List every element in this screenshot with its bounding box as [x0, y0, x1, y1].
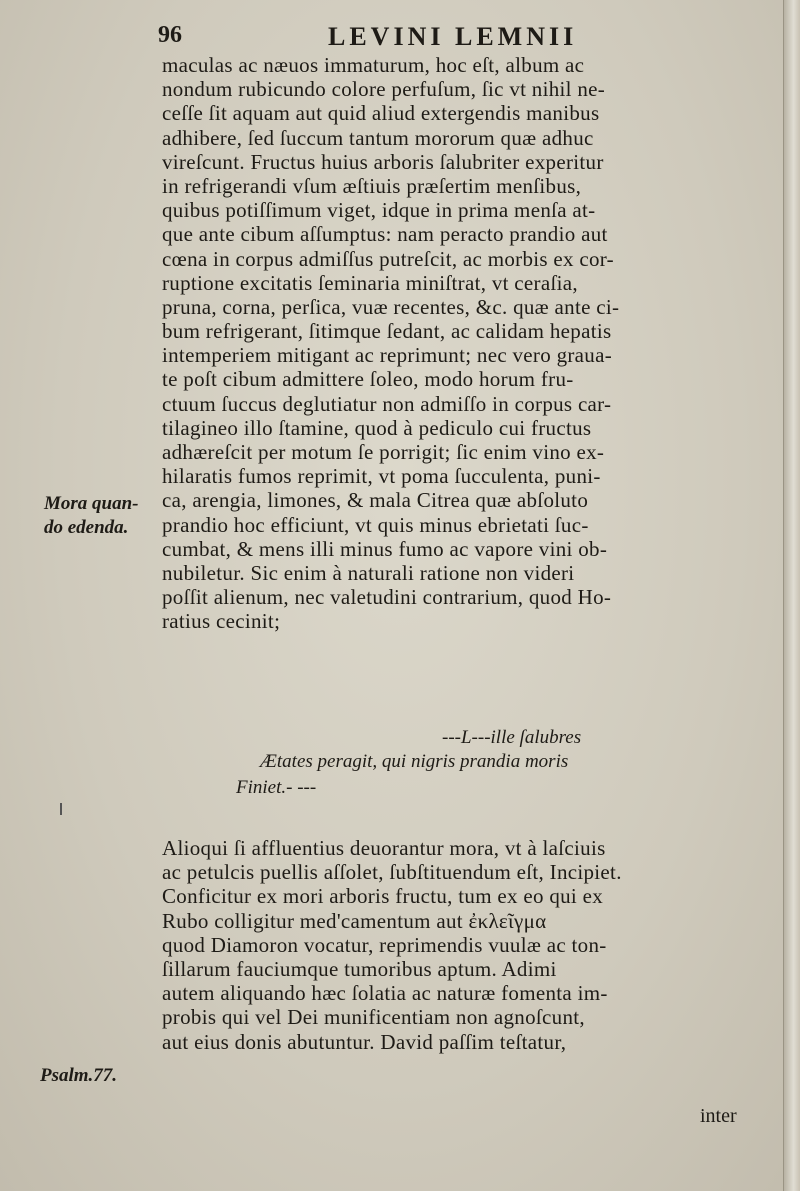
second-text-block [162, 836, 782, 1054]
running-head: LEVINI LEMNII [328, 22, 578, 51]
text-line: probis qui vel Dei munificentiam non agnoſcunt, [162, 1005, 585, 1030]
text-line: ruptione excitatis ſeminaria miniſtrat, vt ceraſia, [162, 270, 578, 295]
text-line: aut eius donis abutuntur. David paſſim teſtatur, [162, 1029, 567, 1054]
text-line: poſſit alienum, nec valetudini contrarium, quod Ho- [162, 585, 612, 610]
text-line: autem aliquando hæc ſolatia ac naturæ fomenta im- [162, 981, 608, 1006]
text-line: Conficitur ex mori arboris fructu, tum ex eo qui ex [162, 884, 604, 909]
text-line: nubiletur. Sic enim à naturali ratione non videri [162, 560, 575, 585]
page-header [158, 22, 778, 56]
margin-note-text: Psalm.77. [40, 1065, 118, 1086]
text-line: ca, arengia, limones, & mala Citrea quæ abſoluto [162, 488, 589, 513]
catchword: inter [700, 1105, 737, 1127]
margin-note-text: Mora quan- do edenda. [44, 493, 139, 538]
margin-note-psalm [40, 1064, 117, 1088]
text-line: maculas ac næuos immaturum, hoc eſt, album ac [162, 53, 585, 77]
text-line: hilaratis fumos reprimit, vt poma ſucculenta, puni- [162, 464, 601, 489]
text-line: ſillarum fauciumque tumoribus aptum. Adimi [162, 956, 557, 981]
margin-tick [60, 803, 62, 815]
quotation-text: Ætates peragit, qui nigris prandia moris [260, 751, 569, 772]
text-line: cœna in corpus admiſſus putreſcit, ac morbis ex cor- [162, 246, 614, 271]
text-line: Rubo colligitur med'camentum aut ἐκλεῖγμα [162, 908, 547, 933]
text-line: bum refrigerant, ſitimque ſedant, ac calidam hepatis [162, 319, 612, 344]
page-edge [783, 0, 800, 1191]
text-line: que ante cibum aſſumptus: nam peracto prandio aut [162, 222, 608, 247]
text-line: quod Diamoron vocatur, reprimendis vuulæ ac ton- [162, 932, 607, 957]
text-line: prandio hoc efficiunt, vt quis minus ebrietati ſuc- [162, 512, 589, 537]
text-line: ratius cecinit; [162, 609, 281, 634]
text-line: quibus potiſſimum viget, idque in prima menſa at- [162, 198, 596, 223]
text-line: ac petulcis puellis aſſolet, ſubſtituendum eſt, Incipiet. [162, 860, 622, 885]
quotation-line [160, 750, 800, 774]
page-number: 96 [158, 22, 182, 48]
quotation-line [160, 726, 800, 750]
text-line: Alioqui ſi affluentius deuorantur mora, vt à laſciuis [162, 836, 606, 860]
text-line: pruna, corna, perſica, vuæ recentes, &c. quæ ante ci- [162, 294, 620, 319]
text-line: intemperiem mitigant ac reprimunt; nec vero graua- [162, 343, 612, 368]
text-line: te poſt cibum admittere ſoleo, modo horum fru- [162, 367, 574, 392]
quotation-line [160, 776, 800, 800]
text-line: in refrigerandi vſum æſtiuis præſertim menſibus, [162, 173, 582, 198]
text-line: ctuum ſuccus deglutiatur non admiſſo in corpus car- [162, 391, 612, 416]
text-line: vireſcunt. Fructus huius arboris ſalubriter experitur [162, 149, 604, 174]
margin-note-mora [44, 492, 139, 540]
main-text-block [162, 53, 782, 634]
text-line: nondum rubicundo colore perfuſum, ſic vt nihil ne- [162, 77, 606, 102]
text-line: adhæreſcit per motum ſe porrigit; ſic enim vino ex- [162, 440, 605, 464]
quotation-text: Finiet.- --- [236, 777, 317, 798]
text-line: adhibere, ſed ſuccum tantum mororum quæ adhuc [162, 125, 594, 150]
text-line: cumbat, & mens illi minus fumo ac vapore vini ob- [162, 536, 608, 561]
quotation-text: ---L---ille ſalubres [442, 727, 582, 748]
text-line: ceſſe ſit aquam aut quid aliud extergendis manibus [162, 101, 600, 126]
text-line: tilagineo illo ſtamine, quod à pediculo cui fructus [162, 415, 592, 440]
